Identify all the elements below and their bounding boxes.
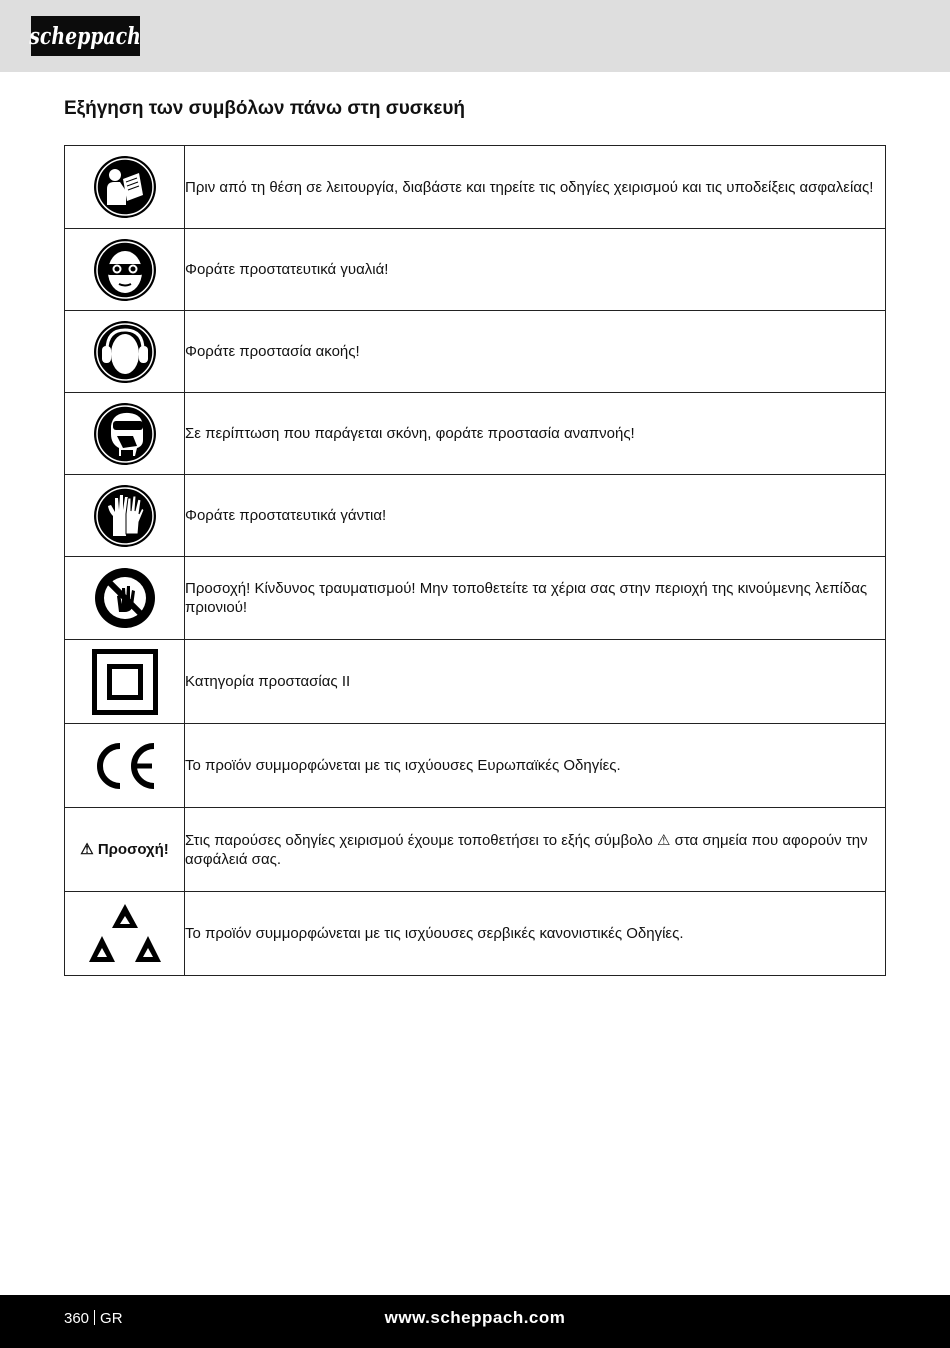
respiratory-protection-icon (93, 402, 157, 466)
table-row (65, 229, 886, 311)
symbol-cell (65, 311, 185, 393)
table-row (65, 892, 886, 976)
symbol-cell (65, 393, 185, 475)
caution-label: ⚠ Προσοχή! (80, 841, 169, 858)
table-row (65, 475, 886, 557)
table-row (65, 311, 886, 393)
symbol-description: Προσοχή! Κίνδυνος τραυματισμού! Μην τοποθετείτε τα χέρια σας στην περιοχή της κινούμενης λεπίδας πριονιού! (185, 557, 886, 640)
symbol-description: Κατηγορία προστασίας II (185, 640, 886, 724)
hearing-protection-icon (93, 320, 157, 384)
symbol-description: Φοράτε προστατευτικά γάντια! (185, 475, 886, 557)
safety-goggles-icon (93, 238, 157, 302)
protection-class-ii-icon (92, 649, 158, 715)
symbol-cell (65, 146, 185, 229)
symbol-description: Το προϊόν συμμορφώνεται με τις ισχύουσες Ευρωπαϊκές Οδηγίες. (185, 724, 886, 808)
symbol-description: Φοράτε προστασία ακοής! (185, 311, 886, 393)
table-row (65, 146, 886, 229)
ce-mark-icon (92, 741, 158, 791)
scheppach-logo: scheppach (31, 16, 140, 56)
read-manual-icon (93, 155, 157, 219)
page-title: Εξήγηση των συμβόλων πάνω στη συσκευή (64, 98, 466, 119)
table-row (65, 557, 886, 640)
symbol-cell (65, 229, 185, 311)
table-row (65, 393, 886, 475)
symbol-description: Στις παρούσες οδηγίες χειρισμού έχουμε τοποθετήσει το εξής σύμβολο ⚠ στα σημεία που αφορούν την ασφάλειά σας. (185, 808, 886, 892)
symbol-cell (65, 724, 185, 808)
symbol-description: Το προϊόν συμμορφώνεται με τις ισχύουσες σερβικές κανονιστικές Οδηγίες. (185, 892, 886, 976)
page-number: 360 (64, 1310, 90, 1327)
table-row (65, 724, 886, 808)
symbol-description: Φοράτε προστατευτικά γυαλιά! (185, 229, 886, 311)
footer (0, 1295, 950, 1348)
symbol-cell (65, 808, 185, 892)
serbian-conformity-icon (88, 902, 162, 966)
no-hands-icon (93, 566, 157, 630)
header-band (0, 0, 950, 72)
website-url: www.scheppach.com (384, 1308, 566, 1327)
symbol-description: Σε περίπτωση που παράγεται σκόνη, φοράτε προστασία αναπνοής! (185, 393, 886, 475)
symbol-cell (65, 640, 185, 724)
table-row (65, 808, 886, 892)
protective-gloves-icon (93, 484, 157, 548)
language-code: GR (100, 1310, 123, 1327)
table-row (65, 640, 886, 724)
symbol-cell (65, 557, 185, 640)
symbol-cell (65, 475, 185, 557)
symbols-table (64, 145, 886, 976)
symbol-cell (65, 892, 185, 976)
symbol-description: Πριν από τη θέση σε λειτουργία, διαβάστε και τηρείτε τις οδηγίες χειρισμού και τις υποδείξεις ασφαλείας! (185, 146, 886, 229)
